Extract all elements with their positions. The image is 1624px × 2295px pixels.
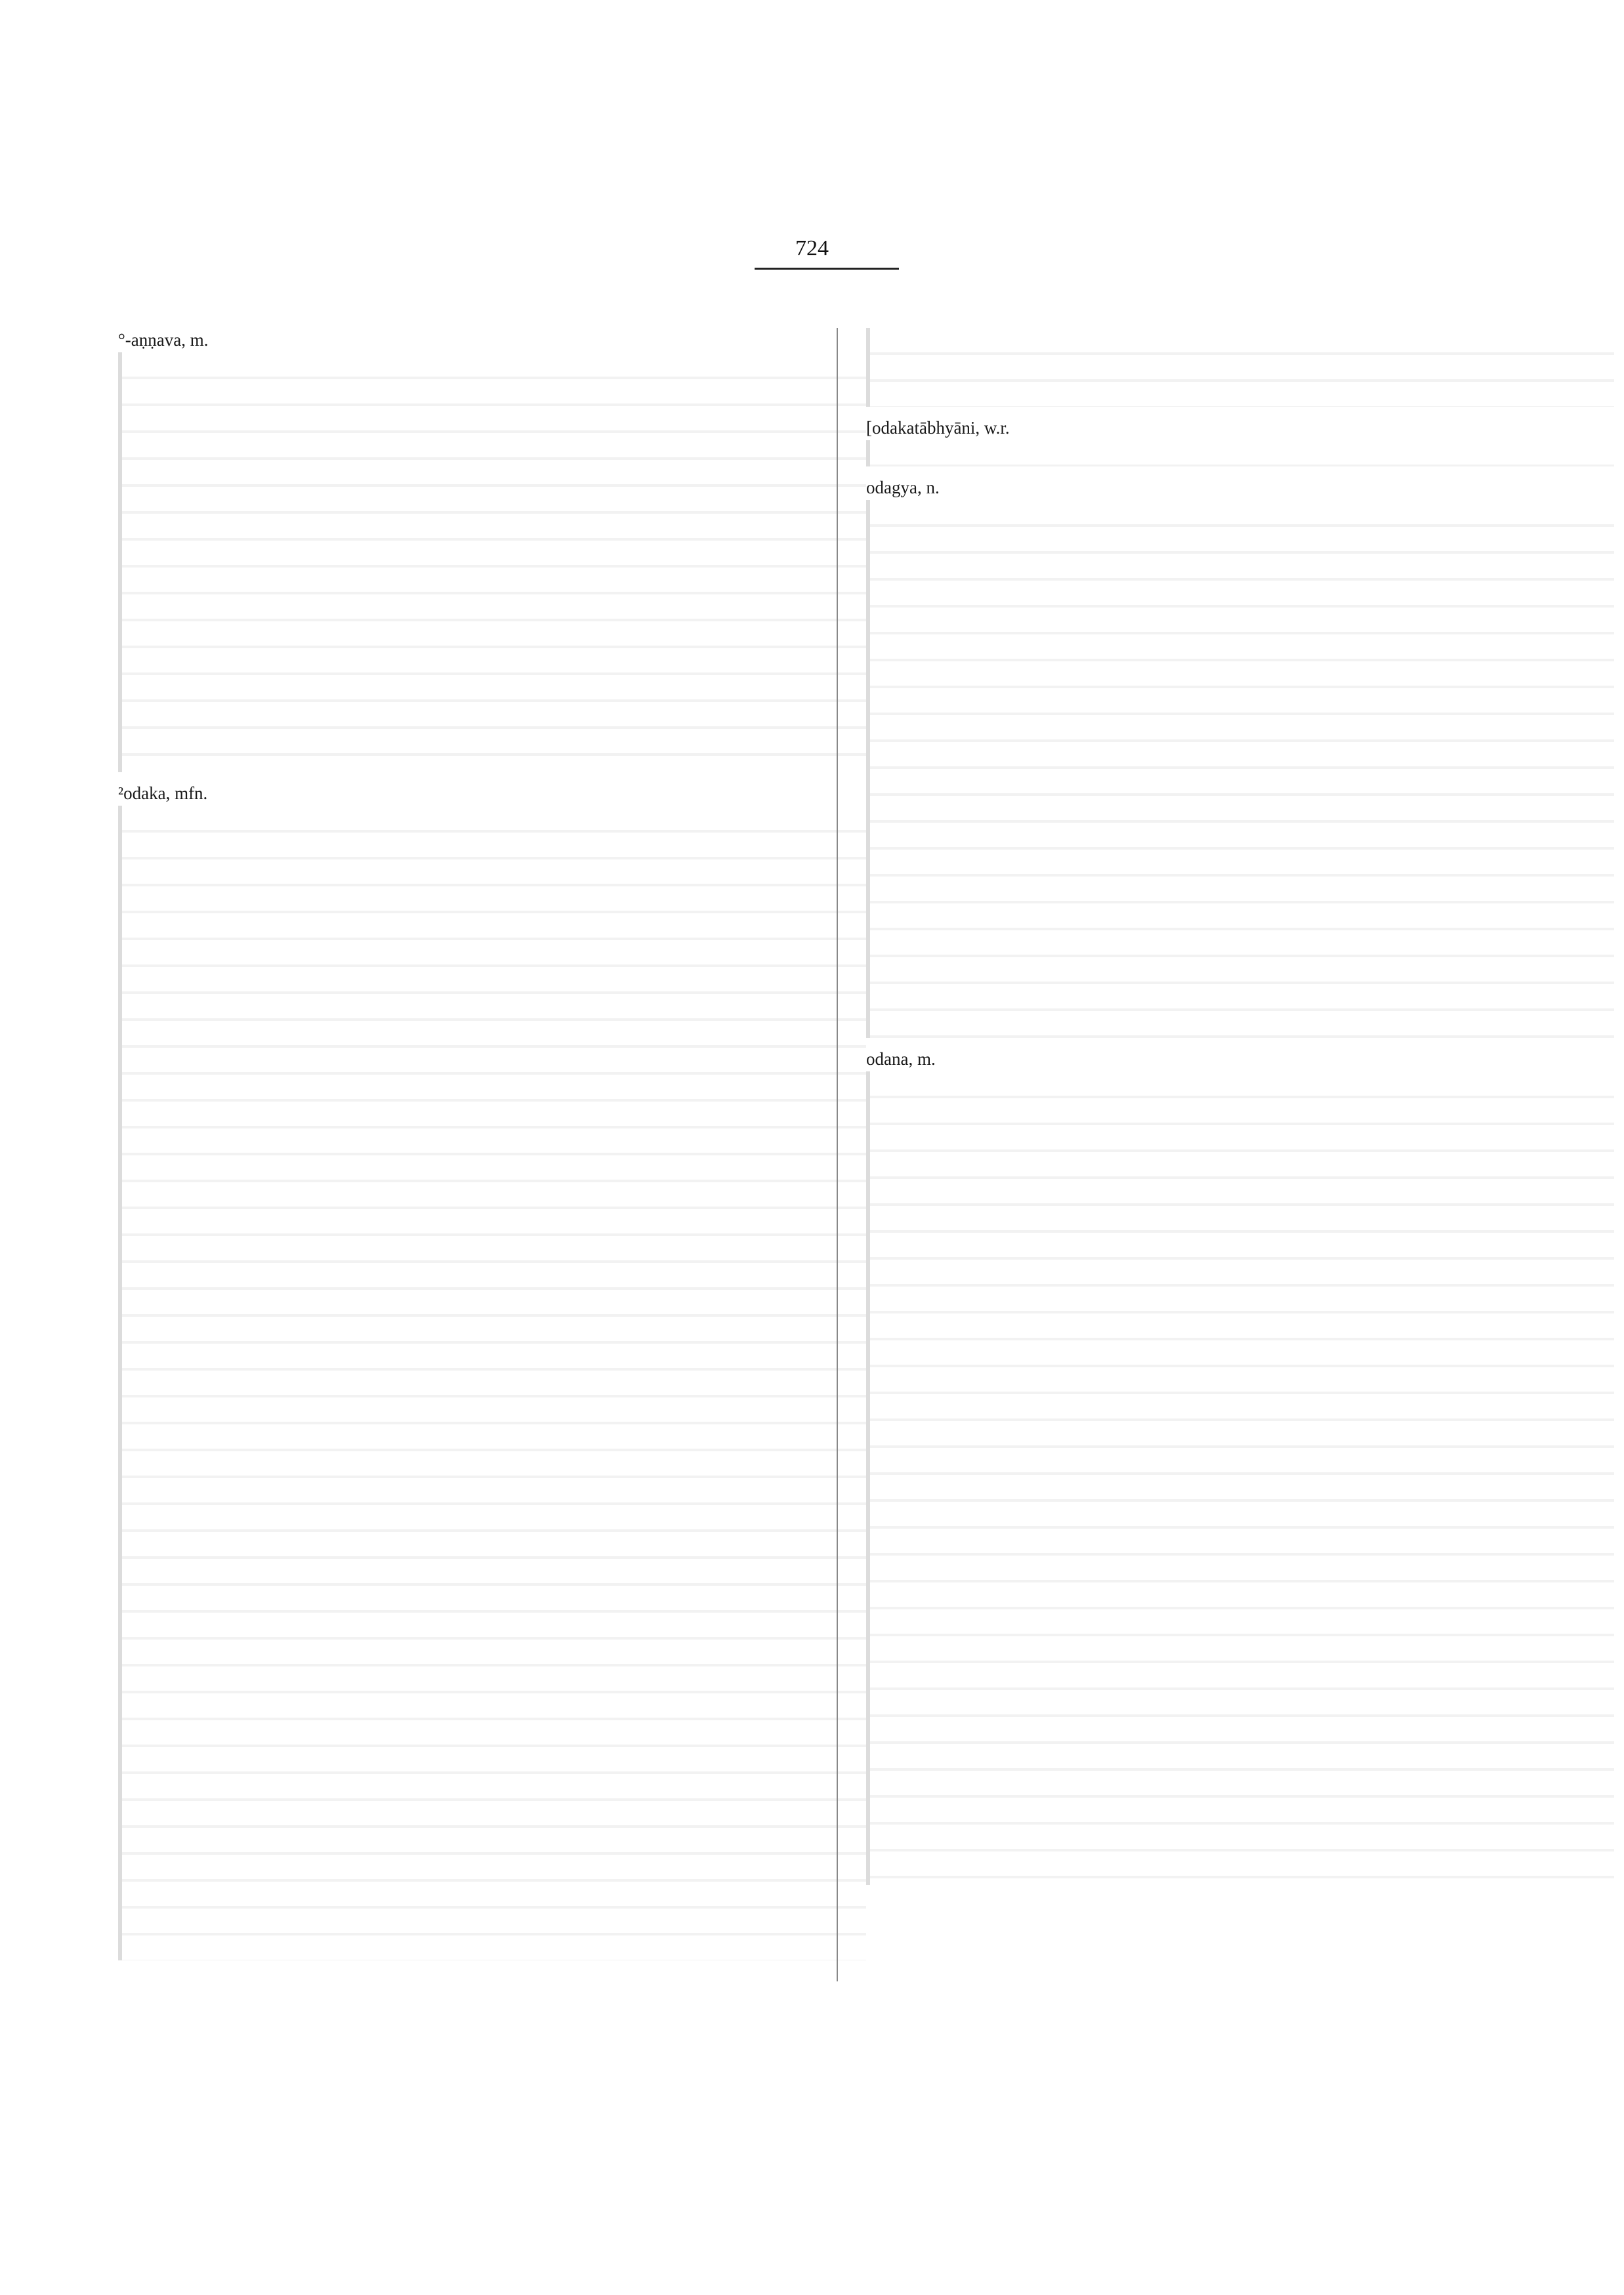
entry-headword: °-aṇṇava, m. [118, 330, 209, 350]
left-column [118, 328, 866, 1981]
header-rule [755, 268, 899, 270]
page-number: 724 [795, 236, 829, 260]
entry-headword: [odakatābhyāni, w.r. [866, 418, 1010, 438]
entry-headword: ²odaka, mfn. [118, 783, 208, 803]
entry-headword: odagya, n. [866, 478, 940, 497]
illegible-entry-text [866, 328, 1614, 407]
right-column [866, 328, 1614, 1981]
illegible-entry-text [866, 1071, 1614, 1885]
entry-headword: odana, m. [866, 1049, 936, 1069]
illegible-entry-text [118, 352, 866, 772]
illegible-entry-text [866, 500, 1614, 1038]
column-divider [837, 328, 838, 1981]
illegible-entry-text [866, 440, 1614, 466]
illegible-entry-text [118, 806, 866, 1960]
